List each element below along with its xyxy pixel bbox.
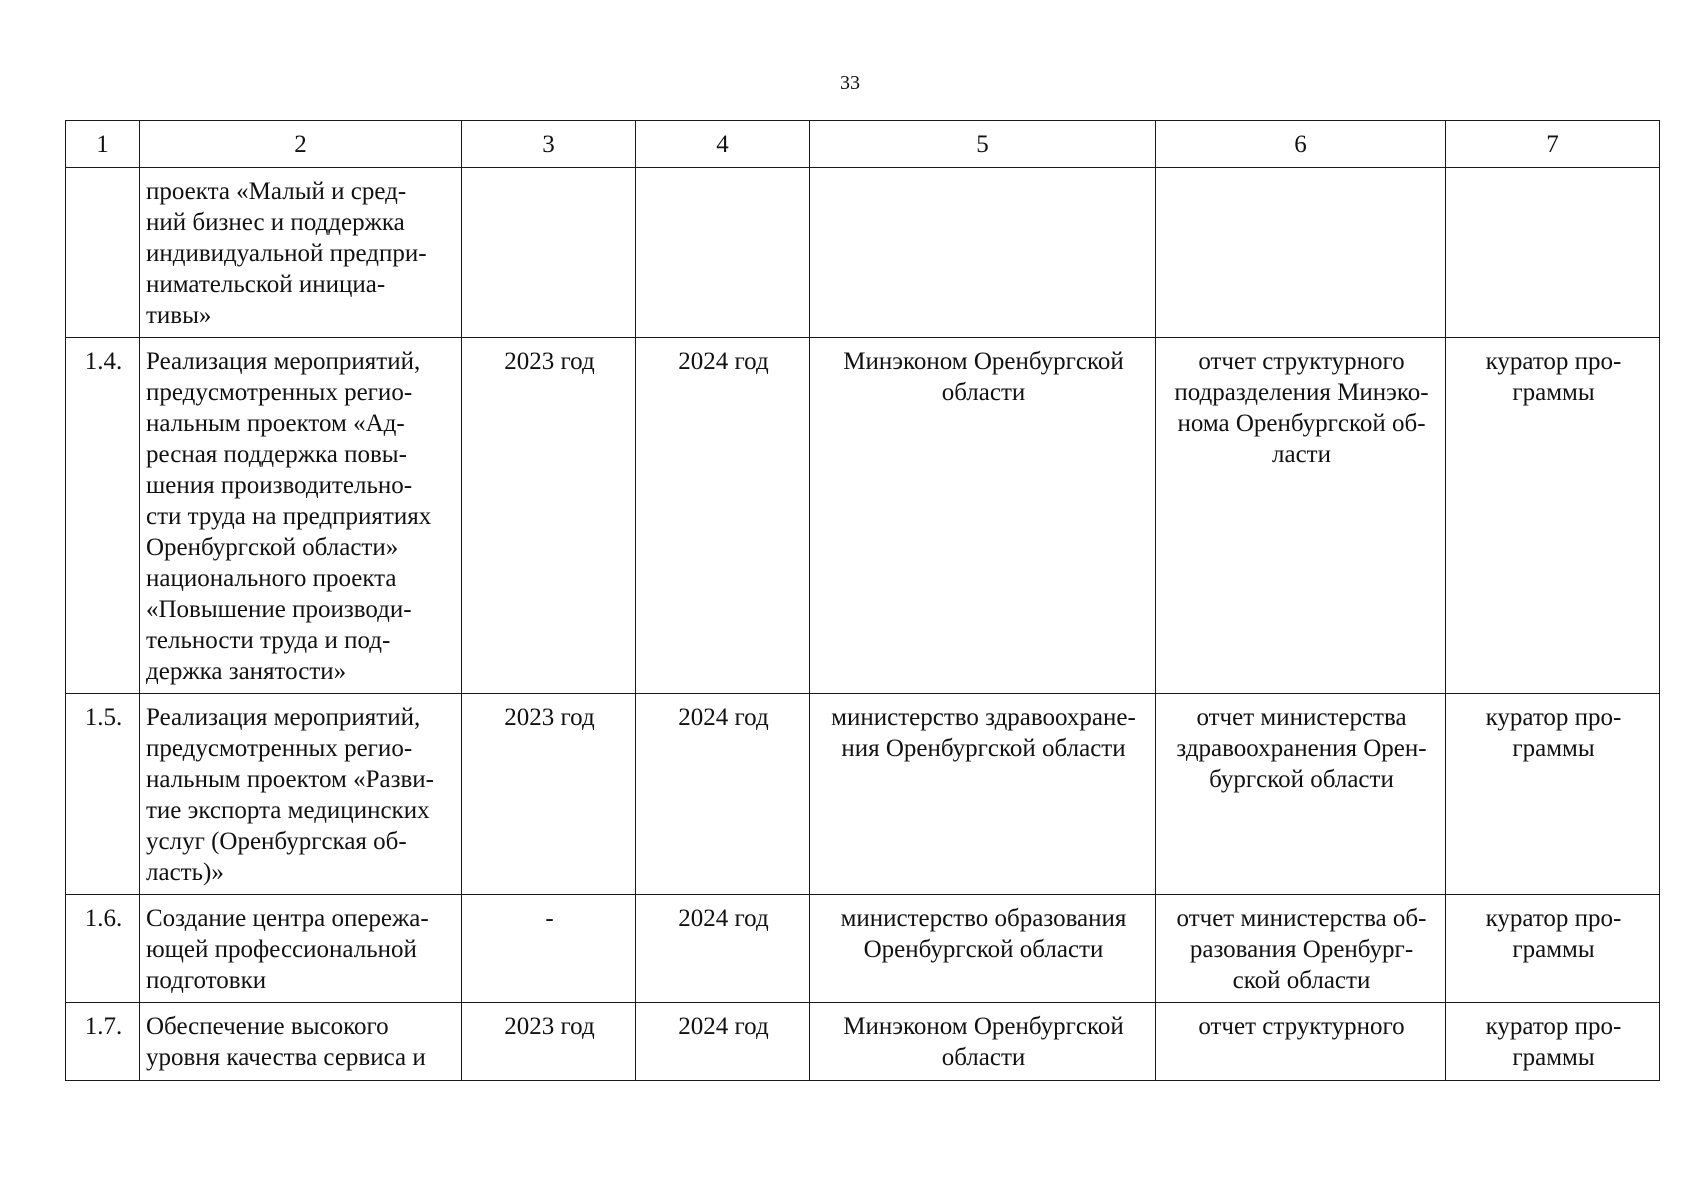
- cell-text-line: министерство образования: [840, 905, 1127, 932]
- cell-text-line: подготовки: [146, 967, 267, 994]
- cell-text-line: Обеспечение высокого: [146, 1013, 389, 1040]
- page-number: 33: [840, 72, 860, 94]
- cell-text-line: Реализация мероприятий,: [146, 704, 421, 731]
- cell-text-line: уровня качества сервиса и: [146, 1044, 426, 1071]
- column-header: 1: [66, 121, 140, 168]
- cell-text-line: проекта «Малый и сред-: [146, 178, 407, 205]
- cell-text-line: ющей профессиональной: [146, 936, 417, 963]
- end-date-cell: [636, 338, 810, 694]
- column-header: 4: [636, 121, 810, 168]
- row-number-cell: 1.5.: [66, 694, 140, 895]
- cell-text-line: ласть)»: [146, 859, 224, 886]
- column-header: 5: [810, 121, 1156, 168]
- cell-text-line: ния Оренбургской области: [841, 735, 1126, 762]
- cell-text-line: предусмотренных регио-: [146, 735, 413, 762]
- cell-text-line: Реализация мероприятий,: [146, 348, 421, 375]
- cell-text-line: граммы: [1512, 1044, 1595, 1071]
- cell-text-line: граммы: [1512, 936, 1595, 963]
- cell-text-line: отчет структурного: [1198, 1013, 1405, 1040]
- cell-text-line: ласти: [1272, 441, 1331, 468]
- cell-text-line: индивидуальной предпри-: [146, 240, 427, 267]
- cell-text-line: Минэконом Оренбургской: [843, 1013, 1124, 1040]
- cell-text-line: здравоохранения Орен-: [1176, 735, 1427, 762]
- end-date-cell: [636, 895, 810, 1003]
- cell-text-line: -: [545, 905, 554, 932]
- table-row: [66, 1003, 1660, 1081]
- row-number-cell: 1.7.: [66, 1003, 140, 1081]
- row-number-cell: [66, 168, 140, 338]
- executor-cell: [810, 895, 1156, 1003]
- cell-text-line: 2024 год: [678, 348, 769, 375]
- table-row: [66, 694, 1660, 895]
- cell-text-line: граммы: [1512, 379, 1595, 406]
- cell-text-line: бургской области: [1209, 766, 1394, 793]
- cell-text-line: отчет министерства: [1196, 704, 1407, 731]
- cell-text-line: ресная поддержка повы-: [146, 441, 407, 468]
- cell-text-line: Создание центра опережа-: [146, 905, 429, 932]
- start-date-cell: [462, 1003, 636, 1081]
- end-date-cell: [636, 168, 810, 338]
- cell-text-line: куратор про-: [1485, 1013, 1622, 1040]
- column-header: 3: [462, 121, 636, 168]
- cell-text-line: «Повышение производи-: [146, 596, 412, 623]
- cell-text-line: нальным проектом «Ад-: [146, 410, 405, 437]
- column-header: 6: [1156, 121, 1446, 168]
- cell-text-line: области: [941, 1044, 1026, 1071]
- cell-text-line: нимательской инициа-: [146, 271, 386, 298]
- report-cell: [1156, 168, 1446, 338]
- cell-text-line: нальным проектом «Разви-: [146, 766, 434, 793]
- measure-name-cell: [140, 895, 462, 1003]
- cell-text-line: 2023 год: [504, 348, 595, 375]
- measure-name-cell: [140, 694, 462, 895]
- cell-text-line: ний бизнес и поддержка: [146, 209, 405, 236]
- cell-text-line: отчет министерства об-: [1176, 905, 1427, 932]
- executor-cell: [810, 1003, 1156, 1081]
- cell-text-line: 2023 год: [504, 1013, 595, 1040]
- cell-text-line: области: [941, 379, 1026, 406]
- executor-cell: [810, 338, 1156, 694]
- cell-text-line: куратор про-: [1485, 704, 1622, 731]
- header-row: [66, 121, 1660, 168]
- measure-name-cell: [140, 1003, 462, 1081]
- report-cell: [1156, 1003, 1446, 1081]
- cell-text-line: предусмотренных регио-: [146, 379, 413, 406]
- measure-name-cell: [140, 168, 462, 338]
- table-row: [66, 168, 1660, 338]
- start-date-cell: [462, 895, 636, 1003]
- executor-cell: [810, 168, 1156, 338]
- cell-text-line: 2024 год: [678, 704, 769, 731]
- start-date-cell: [462, 338, 636, 694]
- cell-text-line: 2024 год: [678, 905, 769, 932]
- cell-text-line: министерство здравоохране-: [831, 704, 1136, 731]
- cell-text-line: 2024 год: [678, 1013, 769, 1040]
- cell-text-line: Оренбургской области: [863, 936, 1104, 963]
- column-header: 2: [140, 121, 462, 168]
- end-date-cell: [636, 1003, 810, 1081]
- column-header: 7: [1446, 121, 1660, 168]
- cell-text-line: куратор про-: [1485, 905, 1622, 932]
- end-date-cell: [636, 694, 810, 895]
- control-cell: [1446, 168, 1660, 338]
- row-number-cell: 1.6.: [66, 895, 140, 1003]
- executor-cell: [810, 694, 1156, 895]
- cell-text-line: тельности труда и под-: [146, 627, 391, 654]
- control-cell: [1446, 338, 1660, 694]
- report-cell: [1156, 694, 1446, 895]
- table-row: [66, 338, 1660, 694]
- cell-text-line: национального проекта: [146, 565, 397, 592]
- row-number-cell: 1.4.: [66, 338, 140, 694]
- cell-text-line: куратор про-: [1485, 348, 1622, 375]
- measure-name-cell: [140, 338, 462, 694]
- control-cell: [1446, 694, 1660, 895]
- cell-text-line: шения производительно-: [146, 472, 413, 499]
- cell-text-line: граммы: [1512, 735, 1595, 762]
- cell-text-line: ской области: [1232, 967, 1371, 994]
- cell-text-line: отчет структурного: [1198, 348, 1405, 375]
- cell-text-line: тивы»: [146, 302, 212, 329]
- report-cell: [1156, 895, 1446, 1003]
- start-date-cell: [462, 168, 636, 338]
- cell-text-line: сти труда на предприятиях: [146, 503, 432, 530]
- report-cell: [1156, 338, 1446, 694]
- table-row: [66, 895, 1660, 1003]
- cell-text-line: тие экспорта медицинских: [146, 797, 430, 824]
- cell-text-line: Минэконом Оренбургской: [843, 348, 1124, 375]
- cell-text-line: подразделения Минэко-: [1174, 379, 1429, 406]
- cell-text-line: Оренбургской области»: [146, 534, 399, 561]
- measures-table: [65, 120, 1660, 1081]
- cell-text-line: услуг (Оренбургская об-: [146, 828, 407, 855]
- cell-text-line: нома Оренбургской об-: [1177, 410, 1426, 437]
- cell-text-line: 2023 год: [504, 704, 595, 731]
- start-date-cell: [462, 694, 636, 895]
- control-cell: [1446, 895, 1660, 1003]
- cell-text-line: разования Оренбург-: [1189, 936, 1414, 963]
- control-cell: [1446, 1003, 1660, 1081]
- cell-text-line: держка занятости»: [146, 658, 347, 685]
